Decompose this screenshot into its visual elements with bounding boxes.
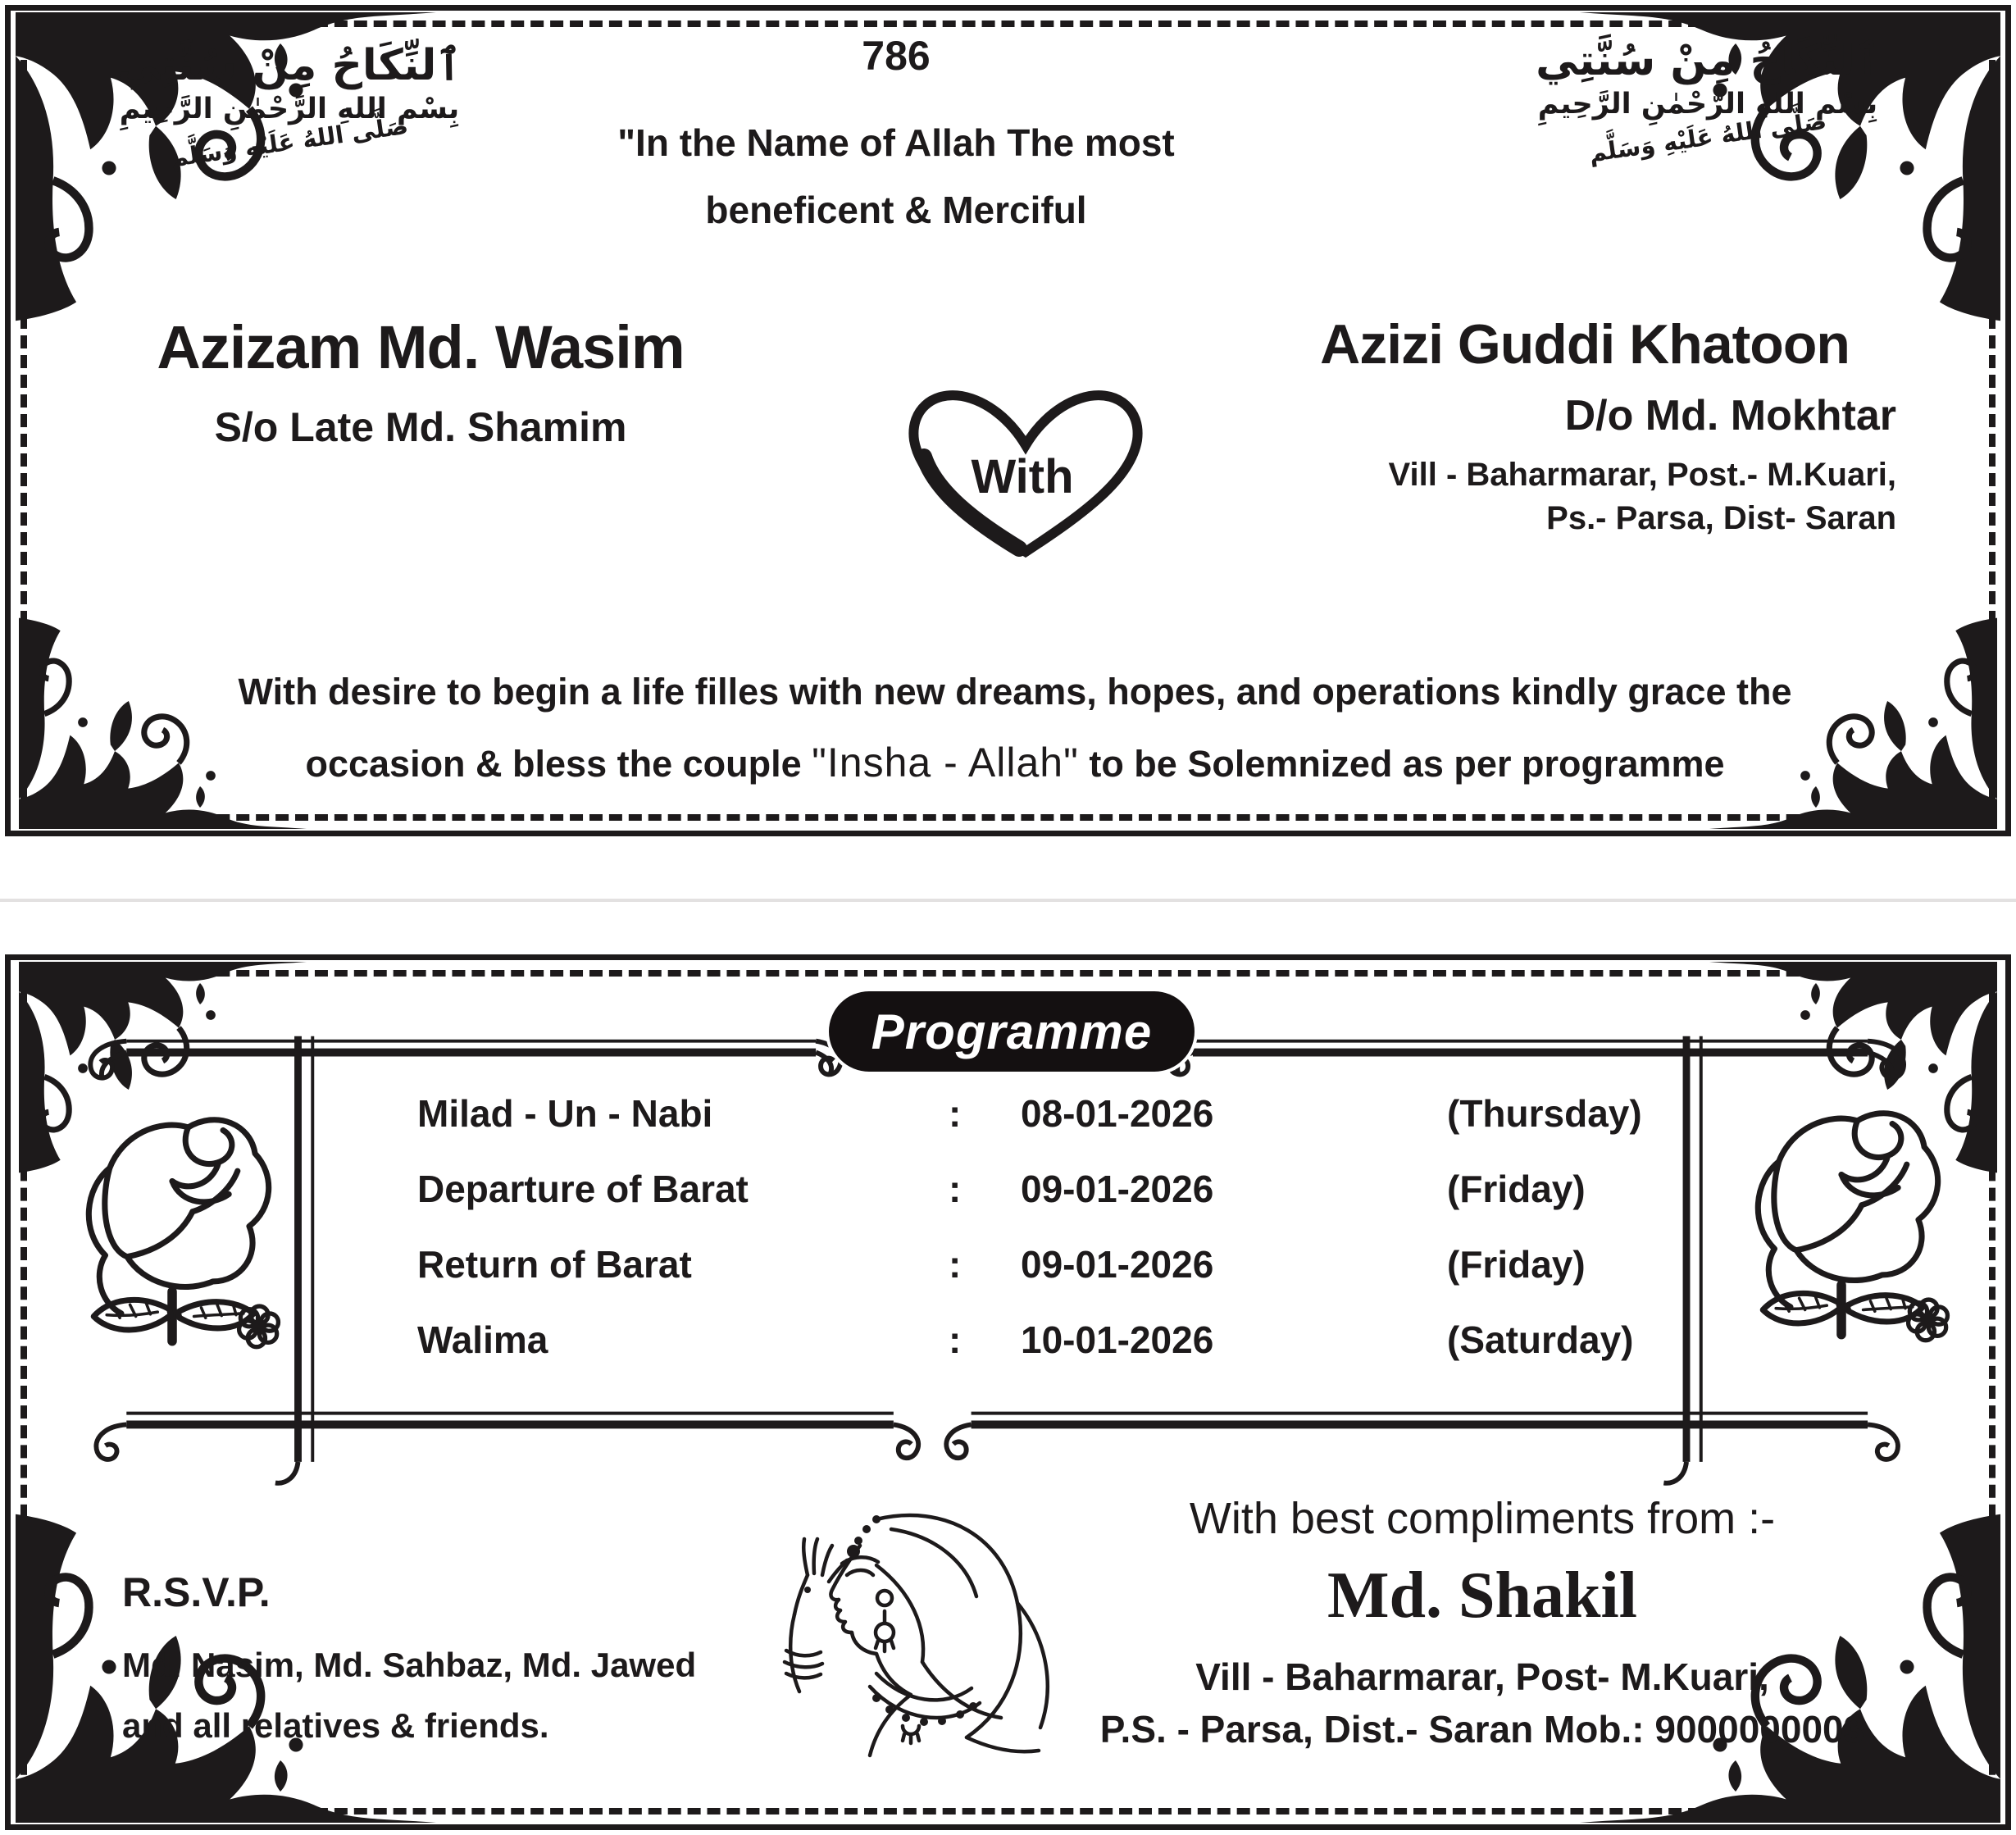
programme-title: Programme <box>871 1004 1153 1059</box>
message-text: to be Solemnized as per programme <box>1078 743 1725 785</box>
groom-block <box>68 312 773 451</box>
groom-name: Azizam Md. Wasim <box>157 313 685 381</box>
compliments-block <box>953 1493 2011 1751</box>
invitation-message <box>56 657 1974 799</box>
invocation <box>199 121 1593 231</box>
invocation-line: "In the Name of Allah The most <box>617 121 1175 164</box>
event-day: (Friday) <box>1447 1168 1586 1210</box>
calligraphy-line: بِسْمِ اللهِ الرَّحْمٰنِ الرَّحِيمِ <box>119 92 460 125</box>
colon-separator: : <box>949 1318 962 1361</box>
heart-word: With <box>971 450 1074 503</box>
event-date: 09-01-2026 <box>1021 1168 1214 1210</box>
insha-allah-quote: "Insha - Allah" <box>812 740 1079 785</box>
event-day: (Thursday) <box>1447 1092 1642 1135</box>
calligraphy-line: صَلَّى اللهُ عَلَيْهِ وَسَلَّم <box>1586 106 1828 168</box>
event-day: (Friday) <box>1447 1243 1586 1286</box>
heart-icon <box>886 370 1165 575</box>
invitation-front-panel <box>5 5 2011 836</box>
compliments-address-line: Vill - Baharmarar, Post- M.Kuari, <box>1195 1655 1769 1698</box>
event-date: 08-01-2026 <box>1021 1092 1214 1135</box>
bride-address-line: Vill - Baharmarar, Post.- M.Kuari, <box>1388 457 1896 493</box>
calligraphy-line: صَلَّى اللهُ عَلَيْهِ وَسَلَّم <box>168 111 410 173</box>
rsvp-note: and all relatives & friends. <box>122 1706 549 1745</box>
bride-relation: D/o Md. Mokhtar <box>1564 392 1896 439</box>
calligraphy-line: ٱلنِّكَاحُ مِنْ سُنَّتِي <box>1536 36 1880 85</box>
panel-divider <box>0 899 2016 902</box>
calligraphy-line: بِسْمِ اللهِ الرَّحْمٰنِ الرَّحِيمِ <box>1537 87 1878 121</box>
compliments-address-line: P.S. - Parsa, Dist.- Saran Mob.: 9000000003 <box>1099 1708 1865 1751</box>
message-text: occasion & bless the couple <box>305 743 812 785</box>
rose-icon <box>63 1081 281 1352</box>
programme-panel <box>5 954 2011 1830</box>
invocation-line: beneficent & Merciful <box>705 189 1087 231</box>
programme-row <box>417 1167 1909 1242</box>
programme-row <box>417 1318 1909 1393</box>
event-name: Return of Barat <box>417 1243 692 1286</box>
event-name: Milad - Un - Nabi <box>417 1092 713 1135</box>
message-line <box>56 727 1974 799</box>
programme-table <box>417 1091 1909 1393</box>
rsvp-names: Md. Nasim, Md. Sahbaz, Md. Jawed <box>122 1646 697 1684</box>
programme-row <box>417 1242 1909 1318</box>
rsvp-block <box>122 1569 762 1746</box>
message-line: With desire to begin a life filles with new dreams, hopes, and operations kindly grace the <box>238 671 1792 713</box>
colon-separator: : <box>949 1243 962 1286</box>
event-date: 09-01-2026 <box>1021 1243 1214 1286</box>
compliments-heading: With best compliments from :- <box>1189 1494 1776 1543</box>
event-name: Walima <box>417 1318 548 1361</box>
programme-banner <box>829 991 1195 1072</box>
event-name: Departure of Barat <box>417 1168 749 1210</box>
event-date: 10-01-2026 <box>1021 1318 1214 1361</box>
sacred-number: 786 <box>862 33 931 79</box>
bride-name: Azizi Guddi Khatoon <box>1320 313 1850 376</box>
bride-block <box>1273 312 1896 537</box>
groom-relation: S/o Late Md. Shamim <box>214 404 627 450</box>
bride-address-line: Ps.- Parsa, Dist- Saran <box>1546 500 1896 536</box>
colon-separator: : <box>949 1092 962 1135</box>
rsvp-title: R.S.V.P. <box>122 1569 271 1615</box>
event-day: (Saturday) <box>1447 1318 1634 1361</box>
colon-separator: : <box>949 1168 962 1210</box>
compliments-name: Md. Shakil <box>1327 1560 1637 1632</box>
programme-row <box>417 1091 1909 1167</box>
calligraphy-line: ٱلنِّكَاحُ مِنْ سُنَّتِي <box>117 41 462 90</box>
